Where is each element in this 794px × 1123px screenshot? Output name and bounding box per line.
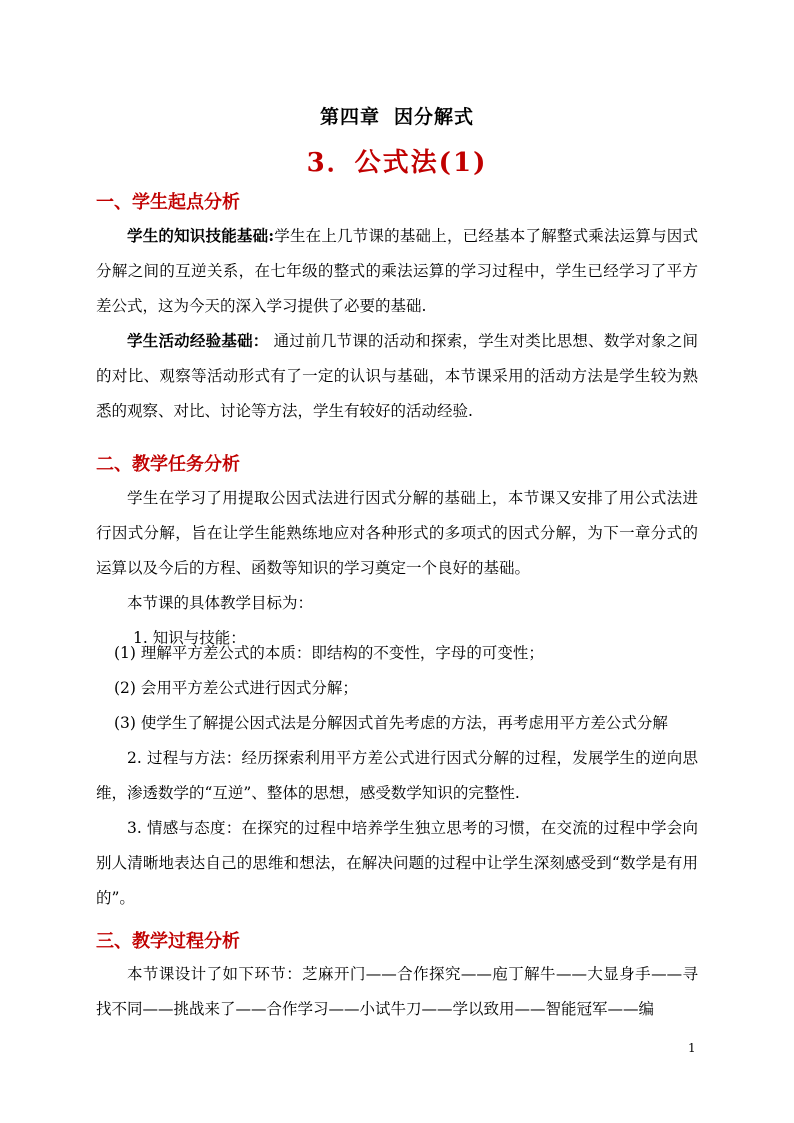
chapter-title xyxy=(0,102,794,129)
objective-2: 2. 过程与方法：经历探索利用平方差公式进行因式分解的过程，发展学生的逆向思维，渗透数学的“互逆”、整体的思想，感受数学知识的完整性. xyxy=(96,749,698,802)
objective-1-sub-1: (1) 理解平方差公式的本质：即结构的不变性，字母的可变性； xyxy=(114,644,544,662)
objective-3: 3. 情感与态度：在探究的过程中培养学生独立思考的习惯，在交流的过程中学会向别人清晰地表达自己的思维和想法，在解决问题的过程中让学生深刻感受到“数学是有用的”。 xyxy=(96,819,698,907)
section-3-paragraph-1: 本节课设计了如下环节：芝麻开门——合作探究——庖丁解牛——大显身手——寻找不同——挑战来了——合作学习——小试牛刀——学以致用——智能冠军——编 xyxy=(96,965,698,1018)
objective-1-sub-2: (2) 会用平方差公式进行因式分解； xyxy=(114,679,358,697)
objective-1-title: 1. 知识与技能： xyxy=(133,629,246,647)
section-3-heading: 三、教学过程分析 xyxy=(96,931,240,952)
page-number: 1 xyxy=(688,1041,696,1055)
knowledge-basis-text: 学生在上几节课的基础上，已经基本了解整式乘法运算与因式分解之间的互逆关系，在七年级的整式的乘法运算的学习过程中，学生已经学习了平方差公式，这为今天的深入学习提供了必要的基础. xyxy=(96,227,698,315)
section-2-paragraph-1: 学生在学习了用提取公因式法进行因式分解的基础上，本节课又安排了用公式法进行因式分解，旨在让学生能熟练地应对各种形式的多项式的因式分解，为下一章分式的运算以及今后的方程、函数等知识的学习奠定一个良好的基础。 xyxy=(96,489,698,577)
section-2-heading: 二、教学任务分析 xyxy=(96,454,240,475)
experience-basis-text: 通过前几节课的活动和探索，学生对类比思想、数学对象之间的对比、观察等活动形式有了一定的认识与基础，本节课采用的活动方法是学生较为熟悉的观察、对比、讨论等方法，学生有较好的活动经验. xyxy=(96,332,698,420)
section-1-paragraph-2 xyxy=(96,323,698,429)
section-1-heading: 一、学生起点分析 xyxy=(96,192,240,213)
knowledge-basis-label: 学生的知识技能基础: xyxy=(127,226,275,245)
objectives-intro: 本节课的具体教学目标为： xyxy=(127,594,314,612)
experience-basis-label: 学生活动经验基础： xyxy=(127,331,269,350)
chapter-name: 因分解式 xyxy=(394,106,475,128)
lesson-title: 3．公式法(1) xyxy=(306,148,488,178)
section-1-paragraph-1 xyxy=(96,218,698,324)
chapter-label: 第四章 xyxy=(319,106,380,128)
objective-1-sub-3: (3) 使学生了解提公因式法是分解因式首先考虑的方法，再考虑用平方差公式分解 xyxy=(114,714,668,732)
